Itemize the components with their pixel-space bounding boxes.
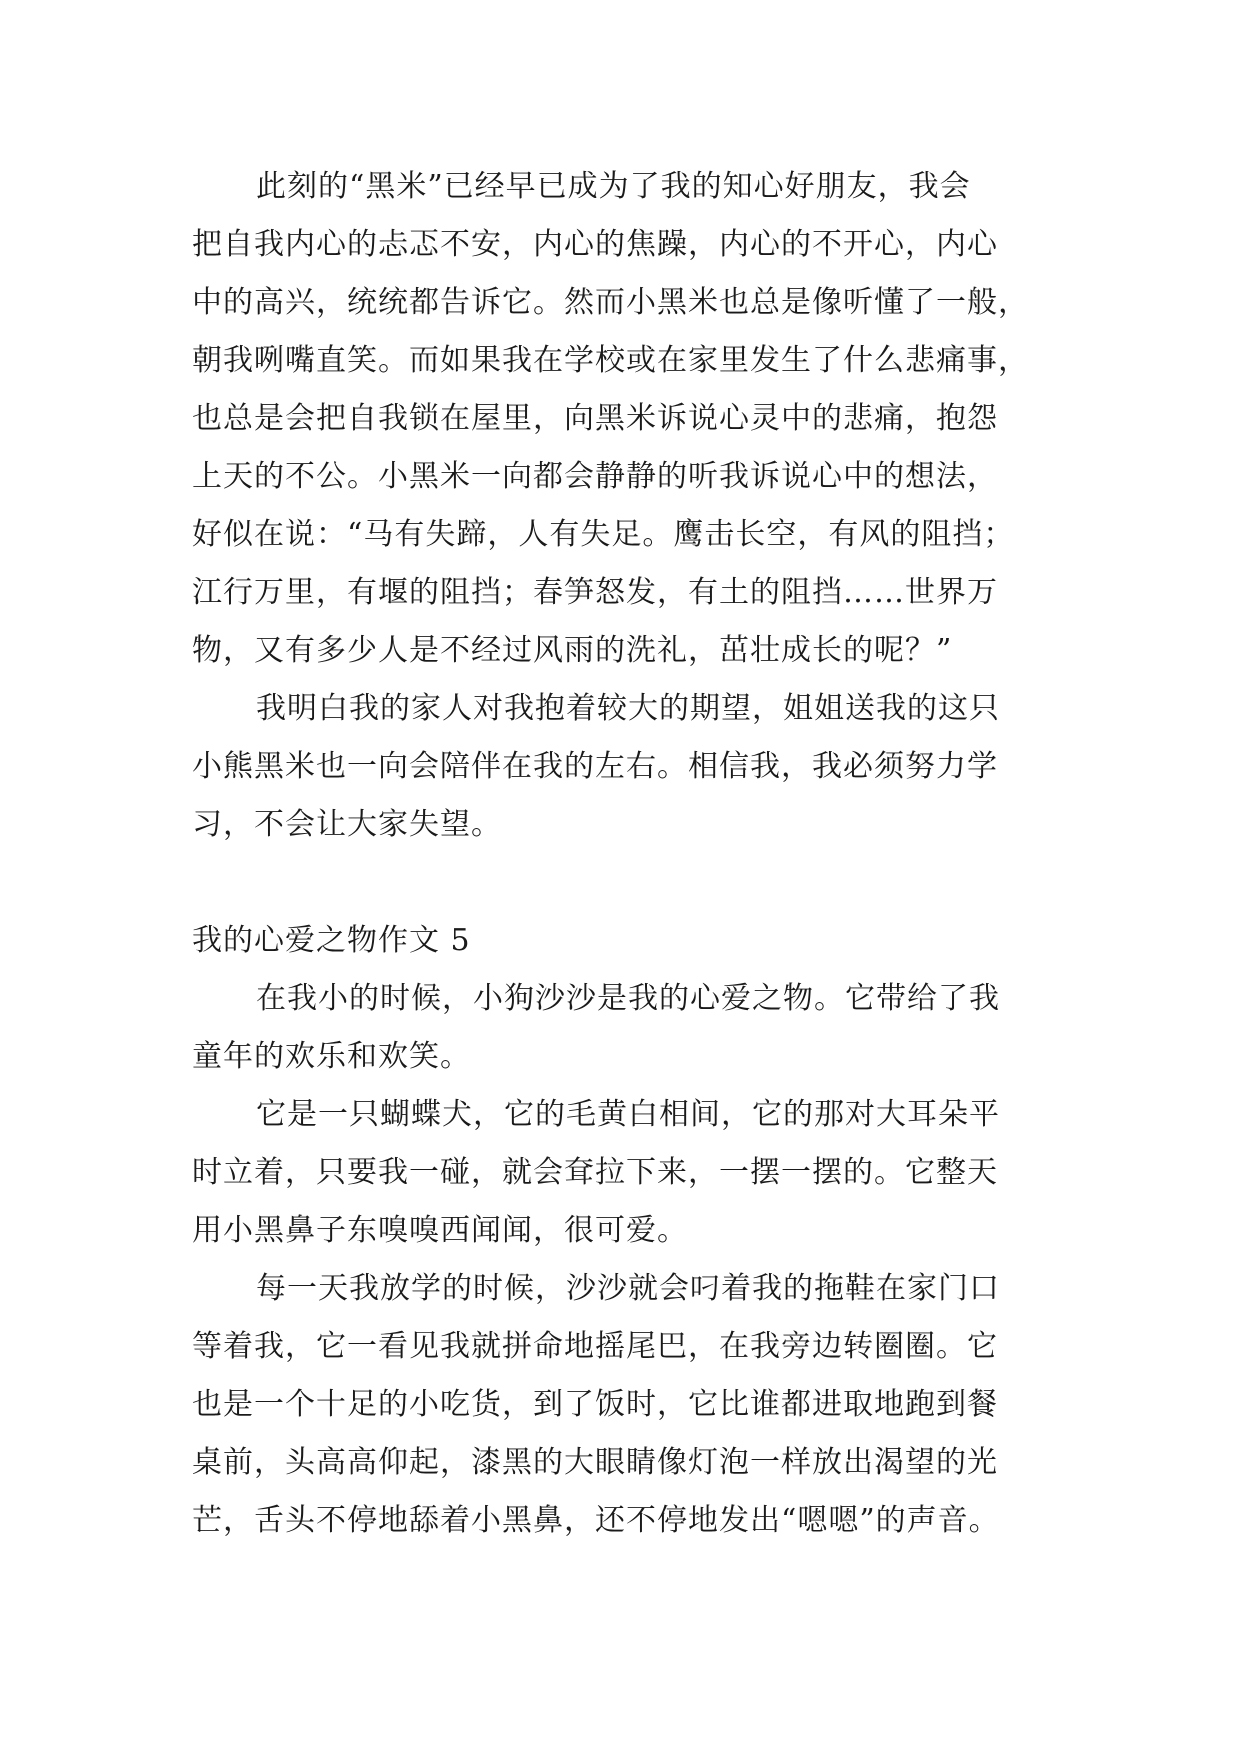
paragraph-line: 朝我咧嘴直笑。而如果我在学校或在家里发生了什么悲痛事， [192,343,1029,378]
section-heading-block [192,912,1072,970]
paragraph-line: 童年的欢乐和欢笑。 [192,1039,471,1074]
section-heading: 我的心爱之物作文 5 [192,923,471,958]
paragraph-line: 把自我内心的忐忑不安，内心的焦躁，内心的不开心，内心 [192,227,998,262]
paragraph-line: 等着我，它一看见我就拼命地摇尾巴，在我旁边转圈圈。它 [192,1329,998,1364]
paragraph-line: 物，又有多少人是不经过风雨的洗礼，茁壮成长的呢？” [192,633,953,668]
paragraph-line: 小熊黑米也一向会陪伴在我的左右。相信我，我必须努力学 [192,749,998,784]
paragraph-line: 时立着，只要我一碰，就会耷拉下来，一摆一摆的。它整天 [192,1155,998,1190]
paragraph-line: 江行万里，有堰的阻挡；春笋怒发，有土的阻挡……世界万 [192,575,998,610]
text-section-2 [192,970,1072,1550]
paragraph-line: 中的高兴，统统都告诉它。然而小黑米也总是像听懂了一般， [192,285,1029,320]
paragraph-line: 也总是会把自我锁在屋里，向黑米诉说心灵中的悲痛，抱怨 [192,401,998,436]
paragraph-line: 习，不会让大家失望。 [192,807,502,842]
paragraph-line: 也是一个十足的小吃货，到了饭时，它比谁都进取地跑到餐 [192,1387,998,1422]
text-section-1 [192,158,1072,854]
paragraph-line: 用小黑鼻子东嗅嗅西闻闻，很可爱。 [192,1213,688,1248]
paragraph-line: 它是一只蝴蝶犬，它的毛黄白相间，它的那对大耳朵平 [256,1097,1000,1132]
paragraph-line: 上天的不公。小黑米一向都会静静的听我诉说心中的想法， [192,459,998,494]
paragraph-line: 好似在说：“马有失蹄，人有失足。鹰击长空，有风的阻挡； [192,517,1015,552]
paragraph-line: 我明白我的家人对我抱着较大的期望，姐姐送我的这只 [256,691,1000,726]
paragraph-line: 在我小的时候，小狗沙沙是我的心爱之物。它带给了我 [256,981,1000,1016]
paragraph-line: 每一天我放学的时候，沙沙就会叼着我的拖鞋在家门口 [256,1271,1000,1306]
paragraph-line: 桌前，头高高仰起，漆黑的大眼睛像灯泡一样放出渴望的光 [192,1445,998,1480]
paragraph-line: 芒，舌头不停地舔着小黑鼻，还不停地发出“嗯嗯”的声音。 [192,1503,1000,1538]
paragraph-line: 此刻的“黑米”已经早已成为了我的知心好朋友，我会 [256,169,971,204]
